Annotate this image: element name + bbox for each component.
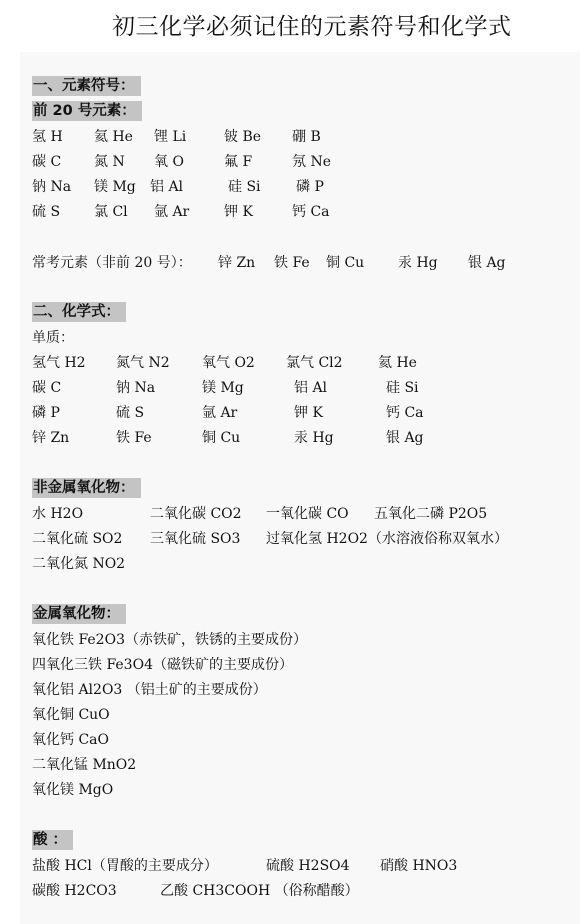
formula-item: 氧气 O2 <box>202 355 255 371</box>
formula-item: 氯气 Cl2 <box>286 355 343 371</box>
symbol-item: 镁 Mg <box>94 179 136 195</box>
symbol-item: 锂 Li <box>154 129 187 145</box>
metal-oxide-line: 二氧化锰 MnO2 <box>32 757 137 773</box>
oxide-item: 二氧化氮 NO2 <box>32 556 126 572</box>
common-element-item: 汞 Hg <box>398 255 438 271</box>
oxide-item: 水 H2O <box>32 506 84 522</box>
common-element-item: 银 Ag <box>468 255 506 271</box>
metal-oxide-line: 氧化镁 MgO <box>32 782 114 798</box>
formula-item: 铝 Al <box>294 380 328 396</box>
symbol-item: 硫 S <box>32 204 61 220</box>
page-title: 初三化学必须记住的元素符号和化学式 <box>112 14 512 40</box>
formula-item: 硅 Si <box>386 380 419 396</box>
section-heading-symbols: 一、元素符号： <box>32 76 141 96</box>
metal-oxide-line: 四氧化三铁 Fe3O4（磁铁矿的主要成份） <box>32 657 293 673</box>
symbol-item: 氦 He <box>94 129 133 145</box>
symbol-item: 氯 Cl <box>94 204 128 220</box>
oxide-item: 二氧化硫 SO2 <box>32 531 123 547</box>
section-heading-metal-oxides: 金属氧化物： <box>32 604 126 624</box>
symbol-item: 氢 H <box>32 129 63 145</box>
symbol-item: 磷 P <box>296 179 324 195</box>
formula-item: 铁 Fe <box>116 430 152 446</box>
acid-item: 乙酸 CH3COOH （俗称醋酸） <box>160 883 359 899</box>
formula-item: 碳 C <box>32 380 62 396</box>
symbol-item: 铝 Al <box>150 179 184 195</box>
formula-item: 锌 Zn <box>32 430 70 446</box>
formula-item: 汞 Hg <box>294 430 334 446</box>
oxide-item: 一氧化碳 CO <box>266 506 349 522</box>
acid-item: 硝酸 HNO3 <box>380 858 458 874</box>
oxide-item: 过氧化氢 H2O2（水溶液俗称双氧水） <box>266 531 508 547</box>
formula-item: 氮气 N2 <box>116 355 170 371</box>
formula-item: 镁 Mg <box>202 380 244 396</box>
symbol-item: 硅 Si <box>228 179 261 195</box>
section-heading-acids: 酸 ： <box>32 830 73 850</box>
common-element-item: 铁 Fe <box>274 255 310 271</box>
formula-item: 钠 Na <box>116 380 156 396</box>
acid-item: 硫酸 H2SO4 <box>266 858 350 874</box>
formula-item: 钙 Ca <box>386 405 424 421</box>
symbol-item: 铍 Be <box>224 129 262 145</box>
symbol-item: 氟 F <box>224 154 253 170</box>
common-element-item: 铜 Cu <box>326 255 365 271</box>
metal-oxide-line: 氧化铝 Al2O3 （铝土矿的主要成份） <box>32 682 267 698</box>
formula-item: 钾 K <box>294 405 323 421</box>
subheading-first-20: 前 20 号元素： <box>32 101 142 121</box>
section-heading-nonmetal-oxides: 非金属氧化物： <box>32 478 141 498</box>
symbol-item: 氧 O <box>154 154 184 170</box>
metal-oxide-line: 氧化钙 CaO <box>32 732 109 748</box>
symbol-item: 钠 Na <box>32 179 72 195</box>
formula-item: 氦 He <box>378 355 417 371</box>
symbol-item: 碳 C <box>32 154 62 170</box>
formula-item: 银 Ag <box>386 430 424 446</box>
symbol-item: 钙 Ca <box>292 204 330 220</box>
formula-item: 磷 P <box>32 405 60 421</box>
elements-label: 单质： <box>32 330 74 346</box>
formula-item: 硫 S <box>116 405 145 421</box>
common-elements-label: 常考元素（非前 20 号）： <box>32 255 192 271</box>
symbol-item: 钾 K <box>224 204 253 220</box>
formula-item: 氢气 H2 <box>32 355 86 371</box>
oxide-item: 三氧化硫 SO3 <box>150 531 241 547</box>
metal-oxide-line: 氧化铜 CuO <box>32 707 110 723</box>
common-element-item: 锌 Zn <box>218 255 256 271</box>
symbol-item: 氩 Ar <box>154 204 190 220</box>
formula-item: 氩 Ar <box>202 405 238 421</box>
metal-oxide-line: 氧化铁 Fe2O3（赤铁矿，铁锈的主要成份） <box>32 632 307 648</box>
oxide-item: 五氧化二磷 P2O5 <box>374 506 488 522</box>
section-heading-formulas: 二、化学式： <box>32 302 126 322</box>
acid-item: 碳酸 H2CO3 <box>32 883 117 899</box>
formula-item: 铜 Cu <box>202 430 241 446</box>
symbol-item: 氮 N <box>94 154 125 170</box>
symbol-item: 硼 B <box>292 129 321 145</box>
symbol-item: 氖 Ne <box>292 154 331 170</box>
acid-item: 盐酸 HCl（胃酸的主要成分） <box>32 858 218 874</box>
oxide-item: 二氧化碳 CO2 <box>150 506 242 522</box>
